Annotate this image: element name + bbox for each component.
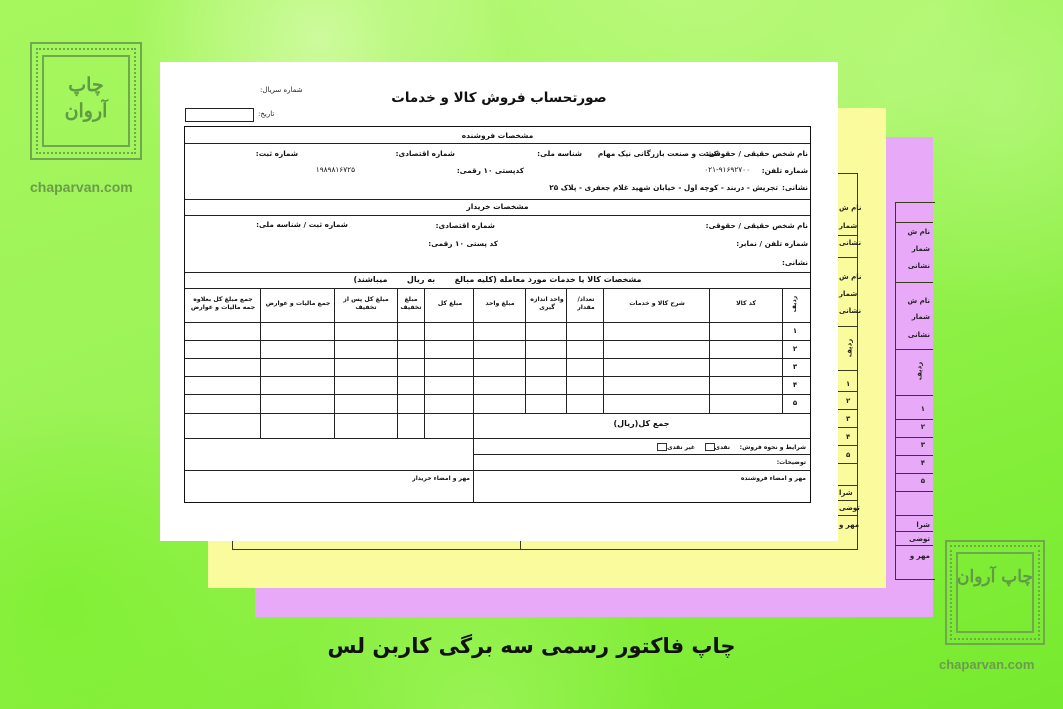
buyer-signature-label: مهر و امضاء خریدار (412, 475, 470, 482)
col-header-total: مبلغ کل (437, 300, 463, 307)
row-number: ۱ (792, 327, 798, 335)
logo-calligraphy-icon: چاپ آروان (957, 567, 1033, 587)
non-cash-label: غیر نقدی (667, 444, 695, 451)
col-header-tax: جمع مالیات و عوارض (265, 300, 331, 307)
invoice-title: صورتحساب فروش کالا و خدمات (391, 90, 607, 106)
cash-label: نقدی (714, 444, 730, 451)
seller-address-label: نشانی: (782, 183, 808, 192)
buyer-name-label: نام شخص حقیقی / حقوقی: (705, 221, 808, 230)
cash-checkbox[interactable] (705, 443, 715, 451)
serial-number-label: شماره سریال: (260, 86, 303, 94)
col-header-discount: مبلغ تخفیف (400, 296, 422, 311)
col-header-description: شرح کالا و خدمات (629, 300, 685, 307)
buyer-phone-label: شماره تلفن / نمابر: (736, 239, 808, 248)
seller-heading: مشخصات فروشنده (461, 131, 534, 140)
seller-phone-value: ۰۲۱-۹۱۶۹۲۷۰۰ (704, 165, 750, 174)
row-number: ۲ (792, 345, 798, 353)
grand-total-label: جمع کل(ریال) (613, 419, 670, 428)
notes-label: توضیحات: (776, 459, 806, 466)
buyer-address-label: نشانی: (782, 258, 808, 267)
col-header-item-code: کد کالا (736, 300, 756, 307)
col-header-grand-total: جمع مبلغ کل بعلاوه جمه مالیات و عوارض (190, 296, 256, 311)
logo-inner-frame (956, 552, 1034, 633)
seller-economic-no-label: شماره اقتصادی: (395, 149, 455, 158)
seller-postal-code-label: کدپستی ۱۰ رقمی: (456, 166, 524, 175)
seller-signature-label: مهر و امضاء فروشنده (740, 475, 806, 482)
col-header-unit: واحد اندازه گیری (530, 296, 564, 311)
buyer-economic-no-label: شماره اقتصادی: (435, 221, 495, 230)
logo-calligraphy-icon: چاپ آروان (64, 74, 108, 122)
col-header-unit-price: مبلغ واحد (485, 300, 515, 307)
seller-phone-label: شماره تلفن: (761, 166, 808, 175)
col-header-row: ردیف (791, 295, 798, 313)
seller-name-value: کشت و صنعت بازرگانی نیک مهام (597, 149, 718, 158)
seller-address-value: تجریش - دربند - کوچه اول - خیابان شهید غلام جعفری - پلاک ۲۵ (549, 183, 778, 192)
col-header-quantity: تعداد/ مقدار (577, 296, 595, 311)
seller-name-label: نام شخص حقیقی / حقوقی: (705, 149, 808, 158)
row-number: ۴ (792, 381, 798, 389)
buyer-heading: مشخصات خریدار (466, 202, 529, 211)
non-cash-checkbox[interactable] (657, 443, 667, 451)
brand-logo-top (30, 42, 145, 195)
row-number: ۵ (792, 399, 798, 407)
items-heading: مشخصات کالا یا خدمات مورد معامله (کلیه مبالغ به ریال میباشند) (353, 275, 642, 284)
product-caption: چاپ فاکتور رسمی سه برگی کاربن لس (327, 634, 736, 658)
invoice-copy-yellow: نام ش شمار نشانی نام ش شمار نشانی ردیف ۱ ۲ ۳ ۴ ۵ شرا توضی مهر و (208, 108, 886, 588)
date-label: تاریخ: (258, 110, 275, 118)
buyer-registration-label: شماره ثبت / شناسه ملی: (256, 220, 348, 229)
invoice-table (184, 126, 811, 503)
date-field[interactable] (185, 108, 254, 122)
seller-registration-no-label: شماره ثبت: (255, 149, 298, 158)
invoice-original (160, 62, 838, 541)
sale-terms-label: شرایط و نحوه فروش: (739, 444, 806, 451)
invoice-copy-pink: نام ش شمار نشانی نام ش شمار نشانی ردیف ۱ ۲ ۳ ۴ ۵ شرا توضی مهر و (255, 137, 933, 617)
logo-website: chaparvan.com (939, 657, 1035, 672)
row-number: ۳ (792, 363, 798, 371)
seller-national-id-label: شناسه ملی: (537, 149, 582, 158)
buyer-postal-code-label: کد پستی ۱۰ رقمی: (428, 239, 498, 248)
col-header-after-discount: مبلغ کل پس از تخفیف (343, 296, 389, 311)
seller-registration-value: ۱۹۸۹۸۱۶۷۲۵ (315, 165, 355, 174)
logo-website: chaparvan.com (30, 179, 133, 195)
